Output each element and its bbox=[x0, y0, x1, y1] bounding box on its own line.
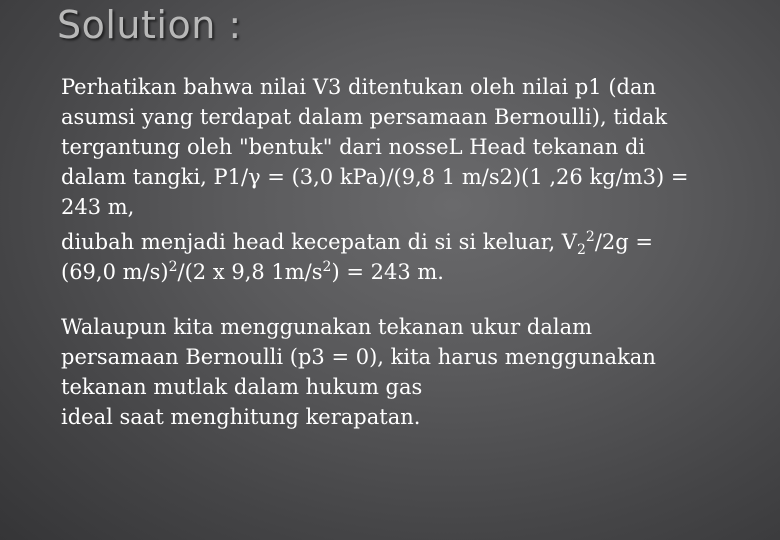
text-line: dalam tangki, P1/γ = (3,0 kPa)/(9,8 1 m/s2)(1 ,26 kg/m3) = bbox=[61, 165, 689, 189]
text-segment: (69,0 m/s) bbox=[61, 260, 169, 284]
superscript: 2 bbox=[585, 229, 595, 245]
text-line: Walaupun kita menggunakan tekanan ukur dalam bbox=[61, 315, 593, 339]
text-line: tekanan mutlak dalam hukum gas bbox=[61, 375, 423, 399]
superscript: 2 bbox=[168, 259, 178, 275]
paragraph-2 bbox=[61, 312, 741, 432]
text-segment: diubah menjadi head kecepatan di si si keluar, V bbox=[61, 230, 577, 254]
text-line: asumsi yang terdapat dalam persamaan Bernoulli), tidak bbox=[61, 105, 668, 129]
text-line-velocity-head bbox=[61, 222, 741, 258]
subscript: 2 bbox=[576, 242, 586, 258]
paragraph-gap bbox=[61, 282, 741, 312]
text-line: tergantung oleh "bentuk" dari nosseL Head tekanan di bbox=[61, 135, 646, 159]
slide-body bbox=[61, 72, 741, 432]
text-line: Perhatikan bahwa nilai V3 ditentukan oleh nilai p1 (dan bbox=[61, 75, 657, 99]
text-line: 243 m, bbox=[61, 195, 135, 219]
text-line-velocity-calc bbox=[61, 252, 741, 282]
slide-title: Solution : bbox=[57, 3, 242, 47]
text-segment: /(2 x 9,8 1m/s bbox=[177, 260, 323, 284]
text-line: ideal saat menghitung kerapatan. bbox=[61, 405, 421, 429]
text-segment: /2g = bbox=[594, 230, 653, 254]
superscript: 2 bbox=[322, 259, 332, 275]
text-line: persamaan Bernoulli (p3 = 0), kita harus menggunakan bbox=[61, 345, 656, 369]
paragraph-1 bbox=[61, 72, 741, 282]
text-segment: ) = 243 m. bbox=[331, 260, 444, 284]
